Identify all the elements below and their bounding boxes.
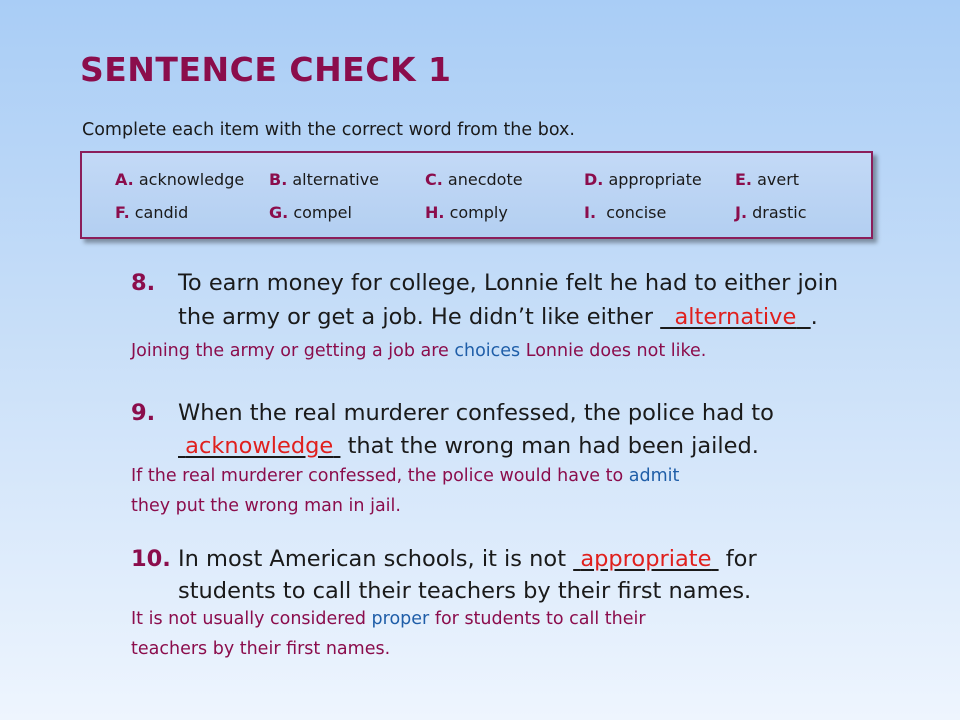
page-title: SENTENCE CHECK 1: [80, 50, 452, 89]
answer-blank: appropriate: [580, 546, 712, 572]
word-option: B. alternative: [269, 170, 380, 189]
item-number: 9.: [131, 400, 156, 426]
item-9-hint-line1: If the real murderer confessed, the police would have to admit: [131, 466, 680, 486]
item-10-hint-line2: teachers by their first names.: [131, 639, 391, 659]
word-option: F. candid: [115, 203, 189, 222]
word-box: [80, 151, 873, 239]
item-8-hint: Joining the army or getting a job are choices Lonnie does not like.: [131, 341, 707, 361]
item-10-line2: students to call their teachers by their first names.: [178, 578, 752, 604]
item-9-hint-line2: they put the wrong man in jail.: [131, 496, 401, 516]
instructions: Complete each item with the correct word from the box.: [82, 120, 575, 140]
word-option: H. comply: [425, 203, 508, 222]
item-8-line1: 8. To earn money for college, Lonnie felt he had to either join: [131, 270, 839, 296]
word-option: J. drastic: [735, 203, 807, 222]
item-number: 10.: [131, 546, 171, 572]
word-option: C. anecdote: [425, 170, 523, 189]
answer-blank: alternative: [674, 304, 797, 330]
answer-blank: acknowledge: [185, 433, 334, 459]
item-9-line2: acknowledge that the wrong man had been jailed.: [185, 433, 759, 459]
word-option: D. appropriate: [584, 170, 702, 189]
item-10-hint-line1: It is not usually considered proper for students to call their: [131, 609, 646, 629]
item-number: 8.: [131, 270, 156, 296]
word-option: E. avert: [735, 170, 800, 189]
item-8-line2: the army or get a job. He didn’t like either alternative .: [178, 304, 818, 330]
item-10-line1: 10. In most American schools, it is not appropriate for: [131, 546, 757, 572]
word-option: A. acknowledge: [115, 170, 245, 189]
item-9-line1: 9. When the real murderer confessed, the police had to: [131, 400, 774, 426]
word-option: I. concise: [584, 203, 667, 222]
word-option: G. compel: [269, 203, 352, 222]
